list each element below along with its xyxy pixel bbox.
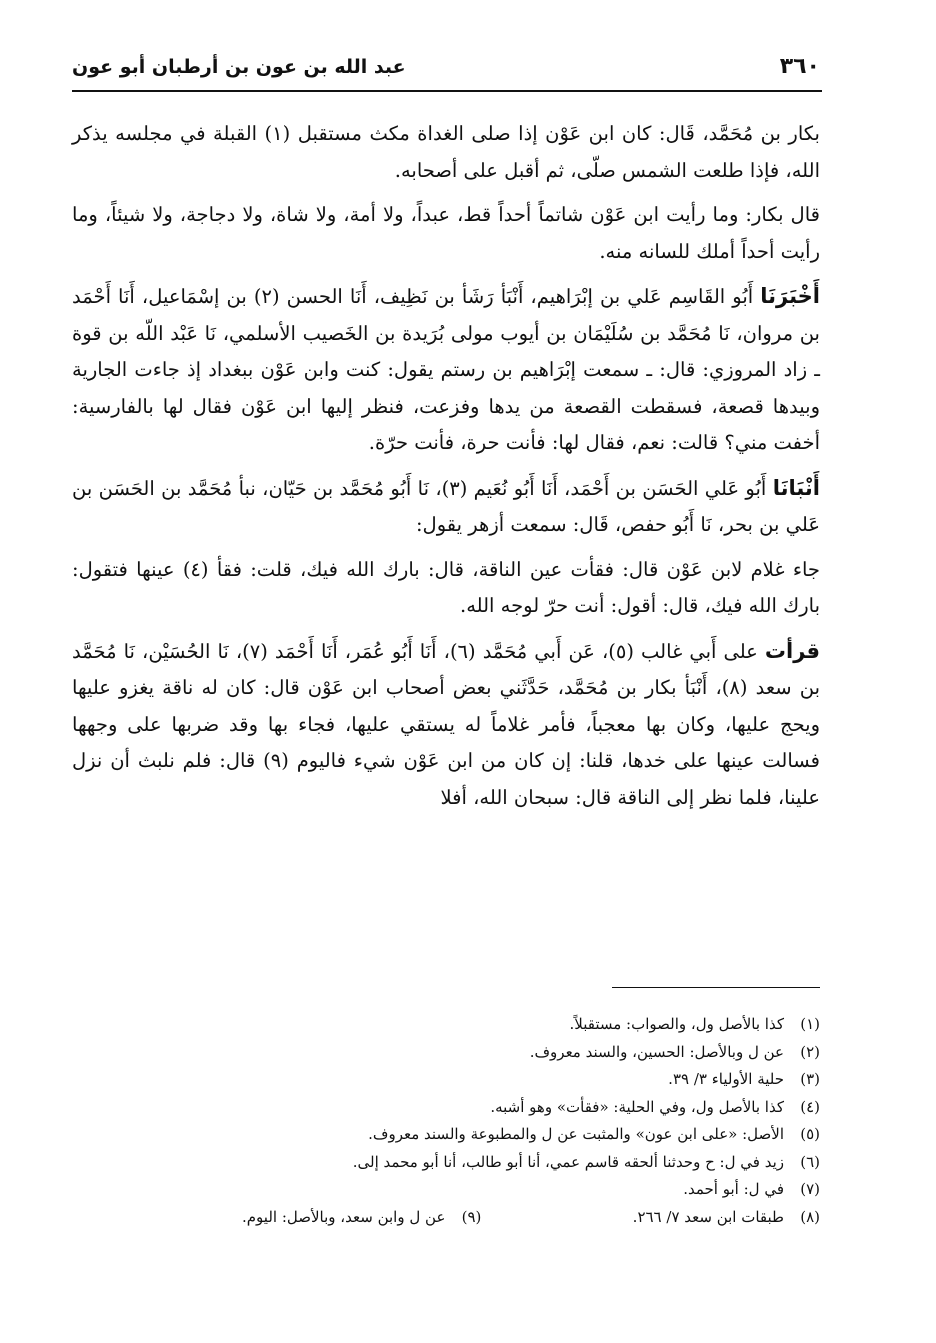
page-number: ٣٦٠	[779, 54, 820, 79]
footnote-7	[72, 1176, 820, 1204]
main-text	[72, 116, 820, 824]
footnote-text: الأصل: «على ابن عون» والمثبت عن ل والمطبوعة والسند معروف.	[368, 1125, 784, 1143]
page-header	[72, 50, 820, 92]
footnote-9	[242, 1204, 481, 1232]
footnote-number: (١)	[800, 1015, 820, 1033]
footnote-number: (٦)	[800, 1152, 820, 1171]
paragraph-6-text: على أَبي غالب (٥)، عَن أَبي مُحَمَّد (٦)، أَنَا أَبُو عُمَر، أَنَا أَحْمَد (٧)، نَا الحُسَيْن، نَا مُحَمَّد بن سعد (٨)، أَنْبَأ بكار بن مُحَمَّد، حَدَّثَني بعض أصحاب ابن عَوْن قال: كان له ناقة يغزو عليها ويحج عليها، وكان بها معجباً، فأمر غلاماً له يستقي عليها، فجاء بها وقد ضربها على وجهها فسالت عينها على خدها، قلنا: إن كان من ابن عَوْن شيء فاليوم (٩) قال: فلم نلبث أن نزل علينا، فلما نظر إلى الناقة قال: سبحان الله، أفلا	[72, 639, 821, 809]
header-rule	[72, 90, 822, 92]
paragraph-6	[72, 633, 820, 817]
paragraph-3-lead: أَخْبَرَنَا	[760, 284, 820, 308]
footnote-1	[72, 1011, 820, 1039]
footnote-number: (٥)	[800, 1125, 820, 1143]
footnote-5	[72, 1121, 820, 1149]
footnote-text: في ل: أبو أحمد.	[683, 1180, 784, 1198]
paragraph-3-text: أَبُو القَاسِم عَلي بن إبْرَاهيم، أَنْبَأ رَشَأ بن نَظِيف، أَنَا الحسن (٢) بن إسْمَاعيل، أَنَا أَحْمَد بن مروان، نَا مُحَمَّد بن سُلَيْمَان بن أيوب مولى بُرَيدة بن الخَصيب الأسلمي، نَا عَبْد اللّه بن قوة ـ زاد المروزي: قال: ـ سمعت إبْرَاهيم بن رستم يقول: كنت وابن عَوْن ببغداد إذ جاءت الجارية وبيدها قصعة، فسقطت القصعة من يدها وفزعت، فنظر إليها ابن عَوْن فقال لها بالفارسية: أخفت مني؟ قالت: نعم، فقال لها: فأنت حرة، فأنت حرّة.	[72, 285, 820, 454]
footnote-number: (٧)	[800, 1180, 820, 1198]
paragraph-4-lead: أَنْبَانَا	[772, 475, 820, 500]
paragraph-4-text: أَبُو عَلي الحَسَن بن أَحْمَد، أَنَا أَبُو نُعَيم (٣)، نَا أَبُو مُحَمَّد بن حَيّان، نبأ مُحَمَّد بن الحَسَن بن عَلي بن بحر، نَا أَبُو حفص، قَال: سمعت أزهر يقول:	[72, 476, 820, 536]
paragraph-4	[72, 470, 820, 544]
paragraph-2: قال بكار: وما رأيت ابن عَوْن شاتماً أحداً قط، عبداً، ولا أمة، ولا شاة، ولا دجاجة، ولا شيئاً، وما رأيت أحداً أملك للسانه منه.	[72, 203, 820, 263]
paragraph-5: جاء غلام لابن عَوْن قال: فقأت عين الناقة، قال: بارك الله فيك، قلت: فقأ (٤) عينها فتقول: بارك الله فيك، قال: أقول: أنت حرّ لوجه الله.	[72, 557, 820, 617]
footnote-text: طبقات ابن سعد ٧/ ٢٦٦.	[632, 1207, 784, 1226]
paragraph-3	[72, 278, 820, 462]
running-head: عبد الله بن عون بن أرطبان أبو عون	[72, 56, 406, 78]
footnote-number: (٨)	[800, 1207, 820, 1226]
footnote-text: كذا بالأصل ول، والصواب: مستقبلاً.	[569, 1015, 784, 1033]
footnotes	[72, 1011, 820, 1231]
footnote-text: عن ل وبالأصل: الحسين، والسند معروف.	[529, 1042, 784, 1061]
footnote-text: زيد في ل: ح وحدثنا ألحقه قاسم عمي، أنا أبو طالب، أنا أبو محمد إلى.	[352, 1152, 784, 1171]
footnote-number: (٩)	[461, 1207, 482, 1226]
footnote-text: كذا بالأصل ول، وفي الحلية: «فقأت» وهو أشبه.	[490, 1097, 784, 1116]
footnote-number: (٢)	[800, 1042, 820, 1061]
footnote-text: عن ل وابن سعد، وبالأصل: اليوم.	[242, 1207, 446, 1226]
paragraph-6-lead: قرأت	[764, 638, 821, 663]
footnote-number: (٤)	[800, 1097, 820, 1116]
footnote-number: (٣)	[800, 1070, 820, 1088]
footnote-3	[72, 1066, 820, 1094]
footnote-4	[72, 1094, 820, 1122]
footnote-2	[72, 1039, 820, 1067]
footnote-6	[72, 1149, 820, 1177]
paragraph-1: بكار بن مُحَمَّد، قَال: كان ابن عَوْن إذا صلى الغداة مكث مستقبل (١) القبلة في مجلسه يذكر الله، فإذا طلعت الشمس صلّى، ثم أقبل على أصحابه.	[72, 122, 820, 182]
footnote-text: حلية الأولياء ٣/ ٣٩.	[668, 1070, 784, 1088]
footnote-8	[72, 1204, 820, 1232]
footnote-separator	[612, 987, 820, 988]
